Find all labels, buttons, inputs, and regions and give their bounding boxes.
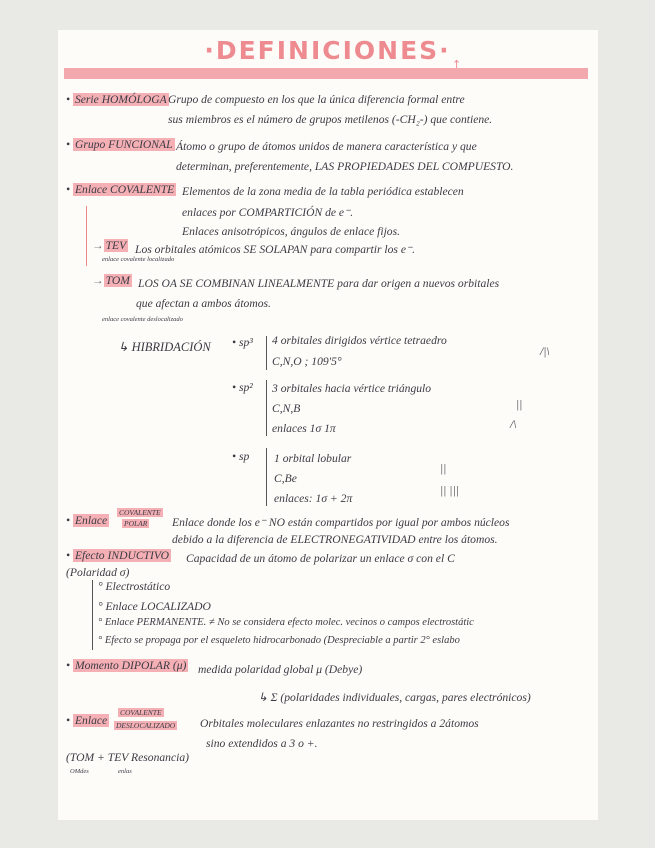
desloc-term-2: COVALENTE bbox=[120, 708, 162, 717]
tom-line2: que afectan a ambos átomos. bbox=[136, 297, 271, 310]
tev-sub: enlace covalente localizado bbox=[102, 256, 175, 263]
momento-line1: medida polaridad global μ (Debye) bbox=[198, 663, 363, 676]
sp-line1: 1 orbital lobular bbox=[274, 452, 352, 465]
inductivo-item-3: ° Enlace PERMANENTE. ≠ No se considera efecto molec. vecinos o campos electrostátic bbox=[98, 617, 474, 628]
desloc-term: • Enlace bbox=[66, 714, 108, 727]
enlace-cov-term: • Enlace COVALENTE bbox=[66, 183, 175, 196]
sp-brace bbox=[266, 448, 267, 506]
tev-term: → TEV bbox=[92, 239, 127, 252]
title-mark: ↑ bbox=[452, 58, 462, 71]
inductivo-term: • Efecto INDUCTIVO bbox=[66, 549, 169, 562]
inductivo-item-1: ° Electrostático bbox=[98, 580, 171, 593]
momento-term: • Momento DIPOLAR (μ) bbox=[66, 659, 187, 672]
inductivo-item-4: ° Efecto se propaga por el esqueleto hidrocarbonado (Despreciable a partir 2° eslabo bbox=[98, 635, 460, 646]
tev-text: Los orbitales atómicos SE SOLAPAN para compartir los e⁻. bbox=[135, 243, 415, 256]
desloc-line2: sino extendidos a 3 o +. bbox=[206, 737, 318, 750]
sp3-line2: C,N,O ; 109'5° bbox=[272, 355, 342, 368]
sp2-brace bbox=[266, 380, 267, 436]
polar-line2: debido a la diferencia de ELECTRONEGATIVIDAD entre los átomos. bbox=[172, 533, 498, 546]
sp2-line1: 3 orbitales hacia vértice triángulo bbox=[272, 382, 432, 395]
enlace-cov-line2: enlaces por COMPARTICIÓN de e⁻. bbox=[182, 206, 354, 219]
sp3-brace bbox=[266, 336, 267, 370]
tom-line1: LOS OA SE COMBINAN LINEALMENTE para dar origen a nuevos orbitales bbox=[138, 277, 500, 290]
footer-sub-2: enlas bbox=[118, 768, 132, 775]
grupo-line2: determinan, preferentemente, LAS PROPIEDADES DEL COMPUESTO. bbox=[176, 160, 514, 173]
momento-line2: ↳ Σ (polaridades individuales, cargas, pares electrónicos) bbox=[258, 691, 531, 704]
sp3-line1: 4 orbitales dirigidos vértice tetraedro bbox=[272, 334, 447, 347]
polar-term-2: COVALENTE bbox=[119, 508, 161, 517]
page-title: ·DEFINICIONES· bbox=[204, 36, 451, 65]
footer-note: (TOM + TEV Resonancia) bbox=[66, 751, 190, 764]
inductivo-item-2: ° Enlace LOCALIZADO bbox=[98, 600, 211, 613]
hibridacion-label: ↳ HIBRIDACIÓN bbox=[118, 340, 211, 354]
tom-term: → TOM bbox=[92, 274, 130, 287]
sp2-line3: enlaces 1σ 1π bbox=[272, 422, 336, 435]
sp2-sketch-2: /\ bbox=[510, 418, 517, 431]
inductivo-sub: (Polaridad σ) bbox=[66, 566, 130, 579]
sp2-sketch-1: || bbox=[516, 398, 523, 411]
polar-term-3: POLAR bbox=[124, 519, 148, 528]
sp-name: • sp bbox=[232, 450, 250, 463]
enlace-cov-line3: Enlaces anisotrópicos, ángulos de enlace fijos. bbox=[182, 225, 400, 238]
grupo-line1: Átomo o grupo de átomos unidos de manera característica y que bbox=[176, 140, 477, 153]
sp-line3: enlaces: 1σ + 2π bbox=[274, 492, 353, 505]
inductivo-brace bbox=[92, 580, 93, 650]
desloc-line1: Orbitales moleculares enlazantes no restringidos a 2átomos bbox=[200, 717, 479, 730]
sp2-line2: C,N,B bbox=[272, 402, 301, 415]
tom-sub: enlace covalente deslocalizado bbox=[102, 316, 183, 323]
polar-term: • Enlace bbox=[66, 514, 108, 527]
sp-sketch-1: || bbox=[440, 462, 447, 475]
sp-line2: C,Be bbox=[274, 472, 297, 485]
enlace-cov-line1: Elementos de la zona media de la tabla periódica establecen bbox=[182, 185, 464, 198]
sp2-name: • sp² bbox=[232, 381, 253, 394]
serie-term: • Serie HOMÓLOGA bbox=[66, 93, 167, 106]
sp-sketch-2: || ||| bbox=[440, 484, 459, 497]
sp3-name: • sp³ bbox=[232, 336, 253, 349]
footer-sub-1: OMdes bbox=[70, 768, 89, 775]
title-underline bbox=[64, 68, 588, 79]
tev-tom-bracket bbox=[86, 206, 87, 266]
serie-line1: Grupo de compuesto en los que la única diferencia formal entre bbox=[168, 93, 465, 106]
desloc-term-3: DESLOCALIZADO bbox=[116, 721, 176, 730]
inductivo-text: Capacidad de un átomo de polarizar un enlace σ con el C bbox=[186, 552, 455, 565]
polar-line1: Enlace donde los e⁻ NO están compartidos por igual por ambos núcleos bbox=[172, 516, 510, 529]
sp3-geometry-sketch: /|\ bbox=[540, 345, 550, 358]
serie-line2: sus miembros es el número de grupos metilenos (-CH₂-) que contiene. bbox=[168, 113, 493, 126]
grupo-term: • Grupo FUNCIONAL bbox=[66, 138, 173, 151]
